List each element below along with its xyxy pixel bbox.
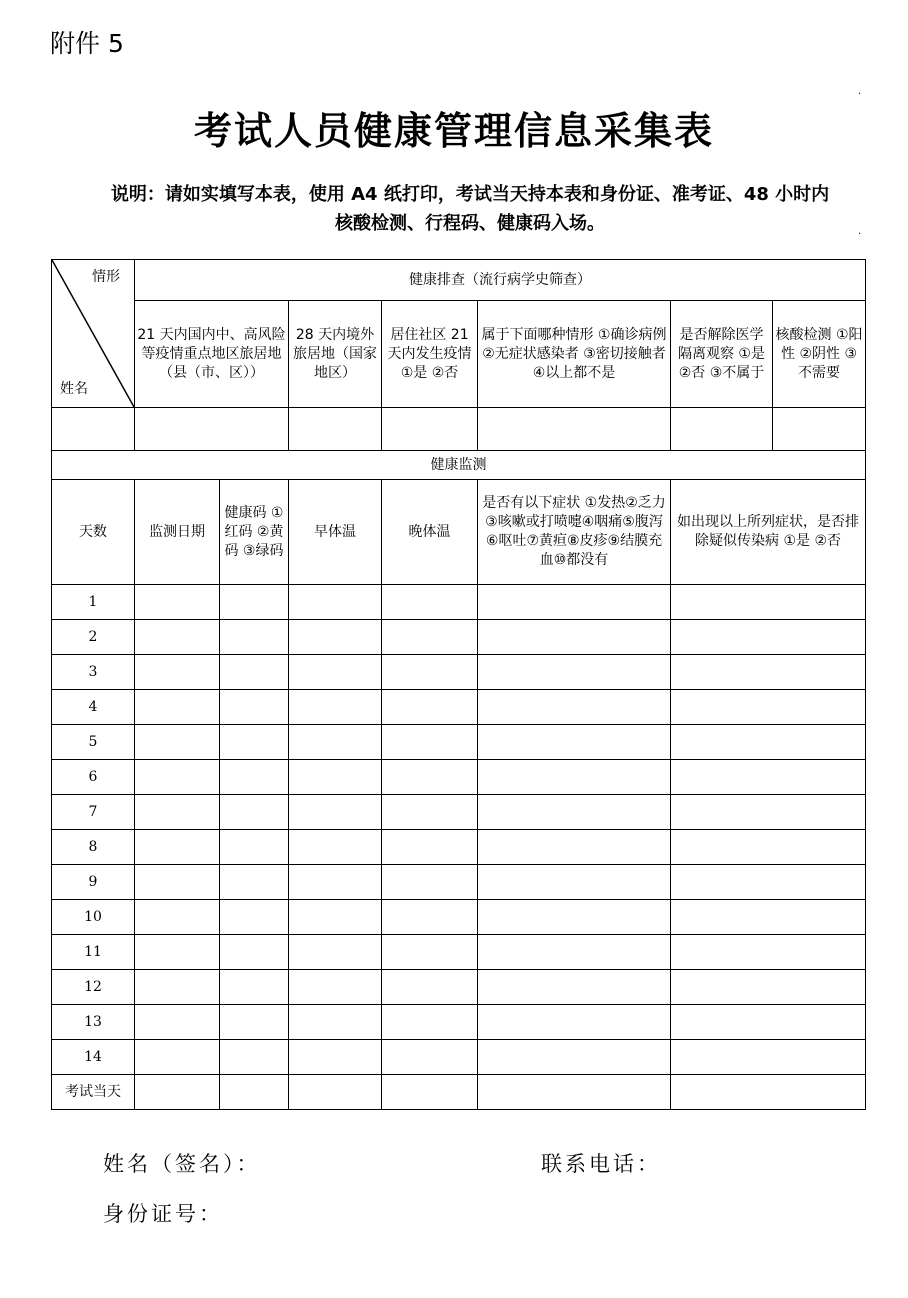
entry-cell[interactable] <box>478 690 671 725</box>
table-row <box>52 760 866 795</box>
entry-cell[interactable] <box>135 935 220 970</box>
entry-cell[interactable] <box>478 1005 671 1040</box>
entry-cell[interactable] <box>289 585 382 620</box>
entry-cell[interactable] <box>478 1075 671 1110</box>
entry-cell[interactable] <box>382 935 478 970</box>
id-number-label: 身份证号： <box>103 1202 223 1226</box>
entry-cell[interactable] <box>478 795 671 830</box>
table-row <box>52 690 866 725</box>
entry-cell[interactable] <box>289 795 382 830</box>
entry-cell[interactable] <box>135 725 220 760</box>
table-row <box>52 725 866 760</box>
entry-cell[interactable] <box>478 865 671 900</box>
entry-cell[interactable] <box>382 1005 478 1040</box>
entry-cell[interactable] <box>382 408 478 451</box>
entry-cell[interactable] <box>671 585 866 620</box>
screening-col-nucleic-test: 核酸检测 ①阳性 ②阴性 ③不需要 <box>773 301 866 408</box>
entry-cell[interactable] <box>135 900 220 935</box>
entry-cell[interactable] <box>220 725 289 760</box>
entry-cell[interactable] <box>478 935 671 970</box>
entry-cell[interactable] <box>289 408 382 451</box>
entry-cell[interactable] <box>478 585 671 620</box>
entry-cell[interactable] <box>382 725 478 760</box>
corner-bottom-label: 姓名 <box>60 381 88 397</box>
entry-cell[interactable] <box>671 795 866 830</box>
entry-cell[interactable] <box>135 620 220 655</box>
entry-cell[interactable] <box>289 725 382 760</box>
day-label: 6 <box>52 760 135 795</box>
day-label: 13 <box>52 1005 135 1040</box>
health-info-form <box>51 259 866 1110</box>
entry-cell[interactable] <box>220 935 289 970</box>
entry-cell[interactable] <box>478 725 671 760</box>
entry-cell[interactable] <box>220 795 289 830</box>
form-title: 考试人员健康管理信息采集表 <box>193 109 714 153</box>
day-label: 1 <box>52 585 135 620</box>
entry-cell[interactable] <box>671 935 866 970</box>
screening-col-isolation: 是否解除医学隔离观察 ①是 ②否 ③不属于 <box>671 301 773 408</box>
day-label: 11 <box>52 935 135 970</box>
entry-cell[interactable] <box>382 585 478 620</box>
col-symptoms: 是否有以下症状 ①发热②乏力③咳嗽或打喷嚏④咽痛⑤腹泻⑥呕吐⑦黄疸⑧皮疹⑨结膜充血⑩都没有 <box>478 480 671 585</box>
col-evening-temp: 晚体温 <box>382 480 478 585</box>
instructions-line-2: 核酸检测、行程码、健康码入场。 <box>335 213 605 234</box>
entry-cell[interactable] <box>671 655 866 690</box>
table-row <box>52 935 866 970</box>
entry-cell[interactable] <box>135 408 289 451</box>
day-label: 12 <box>52 970 135 1005</box>
entry-cell[interactable] <box>220 830 289 865</box>
day-label: 7 <box>52 795 135 830</box>
screening-col-overseas: 28 天内境外旅居地（国家地区） <box>289 301 382 408</box>
col-exclude-infection: 如出现以上所列症状，是否排除疑似传染病 ①是 ②否 <box>671 480 866 585</box>
entry-cell[interactable] <box>382 970 478 1005</box>
entry-cell[interactable] <box>478 1040 671 1075</box>
table-row <box>52 900 866 935</box>
entry-cell[interactable] <box>478 408 671 451</box>
entry-cell[interactable] <box>135 760 220 795</box>
entry-cell[interactable] <box>220 760 289 795</box>
table-row <box>52 1075 866 1110</box>
phone-label: 联系电话： <box>541 1152 661 1176</box>
entry-cell[interactable] <box>671 830 866 865</box>
entry-cell[interactable] <box>135 970 220 1005</box>
day-label: 14 <box>52 1040 135 1075</box>
entry-cell[interactable] <box>289 1040 382 1075</box>
entry-cell[interactable] <box>382 655 478 690</box>
entry-cell[interactable] <box>478 620 671 655</box>
entry-cell[interactable] <box>773 408 866 451</box>
entry-cell[interactable] <box>671 690 866 725</box>
entry-cell[interactable] <box>671 620 866 655</box>
day-label: 8 <box>52 830 135 865</box>
table-row <box>52 655 866 690</box>
entry-cell[interactable] <box>382 865 478 900</box>
screening-entry-row <box>52 408 866 451</box>
entry-cell[interactable] <box>289 900 382 935</box>
screening-col-case-type: 属于下面哪种情形 ①确诊病例 ②无症状感染者 ③密切接触者 ④以上都不是 <box>478 301 671 408</box>
entry-cell[interactable] <box>289 760 382 795</box>
entry-cell[interactable] <box>135 585 220 620</box>
monitoring-rows <box>52 585 866 1110</box>
col-days: 天数 <box>52 480 135 585</box>
entry-cell[interactable] <box>671 1040 866 1075</box>
entry-cell[interactable] <box>220 900 289 935</box>
attachment-label: 附件 5 <box>50 29 124 58</box>
name-entry-cell[interactable] <box>52 408 135 451</box>
entry-cell[interactable] <box>220 620 289 655</box>
name-signature-label: 姓名（签名）： <box>103 1152 261 1176</box>
entry-cell[interactable] <box>135 655 220 690</box>
entry-cell[interactable] <box>220 690 289 725</box>
table-row <box>52 620 866 655</box>
entry-cell[interactable] <box>289 1075 382 1110</box>
entry-cell[interactable] <box>382 760 478 795</box>
table-row <box>52 795 866 830</box>
instructions <box>48 180 892 238</box>
entry-cell[interactable] <box>220 1005 289 1040</box>
day-label: 10 <box>52 900 135 935</box>
entry-cell[interactable] <box>220 1075 289 1110</box>
entry-cell[interactable] <box>220 1040 289 1075</box>
entry-cell[interactable] <box>478 760 671 795</box>
entry-cell[interactable] <box>671 970 866 1005</box>
day-label: 9 <box>52 865 135 900</box>
screening-col-domestic: 21 天内国内中、高风险等疫情重点地区旅居地（县（市、区）） <box>135 301 289 408</box>
entry-cell[interactable] <box>135 830 220 865</box>
entry-cell[interactable] <box>382 830 478 865</box>
table-row <box>52 1005 866 1040</box>
entry-cell[interactable] <box>478 830 671 865</box>
entry-cell[interactable] <box>220 865 289 900</box>
screening-col-community: 居住社区 21 天内发生疫情 ①是 ②否 <box>382 301 478 408</box>
entry-cell[interactable] <box>289 690 382 725</box>
corner-header-cell <box>52 260 135 408</box>
col-health-code: 健康码 ①红码 ②黄码 ③绿码 <box>220 480 289 585</box>
day-label: 2 <box>52 620 135 655</box>
entry-cell[interactable] <box>671 1075 866 1110</box>
entry-cell[interactable] <box>382 1075 478 1110</box>
table-row <box>52 1040 866 1075</box>
entry-cell[interactable] <box>135 795 220 830</box>
entry-cell[interactable] <box>289 655 382 690</box>
entry-cell[interactable] <box>220 970 289 1005</box>
entry-cell[interactable] <box>671 760 866 795</box>
table-row <box>52 865 866 900</box>
entry-cell[interactable] <box>289 1005 382 1040</box>
corner-top-label: 情形 <box>92 269 120 285</box>
entry-cell[interactable] <box>382 690 478 725</box>
entry-cell[interactable] <box>671 725 866 760</box>
entry-cell[interactable] <box>671 900 866 935</box>
col-date: 监测日期 <box>135 480 220 585</box>
stray-dot: . <box>858 86 862 97</box>
entry-cell[interactable] <box>382 620 478 655</box>
screening-header: 健康排查（流行病学史筛查） <box>135 260 866 301</box>
entry-cell[interactable] <box>382 795 478 830</box>
entry-cell[interactable] <box>289 620 382 655</box>
entry-cell[interactable] <box>220 655 289 690</box>
entry-cell[interactable] <box>135 1005 220 1040</box>
entry-cell[interactable] <box>135 690 220 725</box>
day-label: 3 <box>52 655 135 690</box>
col-morning-temp: 早体温 <box>289 480 382 585</box>
entry-cell[interactable] <box>478 655 671 690</box>
table-row <box>52 970 866 1005</box>
entry-cell[interactable] <box>289 935 382 970</box>
table-row <box>52 830 866 865</box>
monitoring-header: 健康监测 <box>52 451 866 480</box>
day-label: 4 <box>52 690 135 725</box>
entry-cell[interactable] <box>671 1005 866 1040</box>
entry-cell[interactable] <box>478 900 671 935</box>
entry-cell[interactable] <box>671 865 866 900</box>
entry-cell[interactable] <box>289 865 382 900</box>
entry-cell[interactable] <box>135 1075 220 1110</box>
entry-cell[interactable] <box>671 408 773 451</box>
instructions-line-1: 说明：请如实填写本表，使用 A4 纸打印，考试当天持本表和身份证、准考证、48 小时内 <box>110 184 830 205</box>
entry-cell[interactable] <box>382 1040 478 1075</box>
entry-cell[interactable] <box>289 970 382 1005</box>
day-label: 考试当天 <box>52 1075 135 1110</box>
day-label: 5 <box>52 725 135 760</box>
entry-cell[interactable] <box>478 970 671 1005</box>
table-row <box>52 585 866 620</box>
entry-cell[interactable] <box>135 1040 220 1075</box>
entry-cell[interactable] <box>220 585 289 620</box>
entry-cell[interactable] <box>289 830 382 865</box>
entry-cell[interactable] <box>382 900 478 935</box>
entry-cell[interactable] <box>135 865 220 900</box>
stray-dot: . <box>858 226 862 237</box>
